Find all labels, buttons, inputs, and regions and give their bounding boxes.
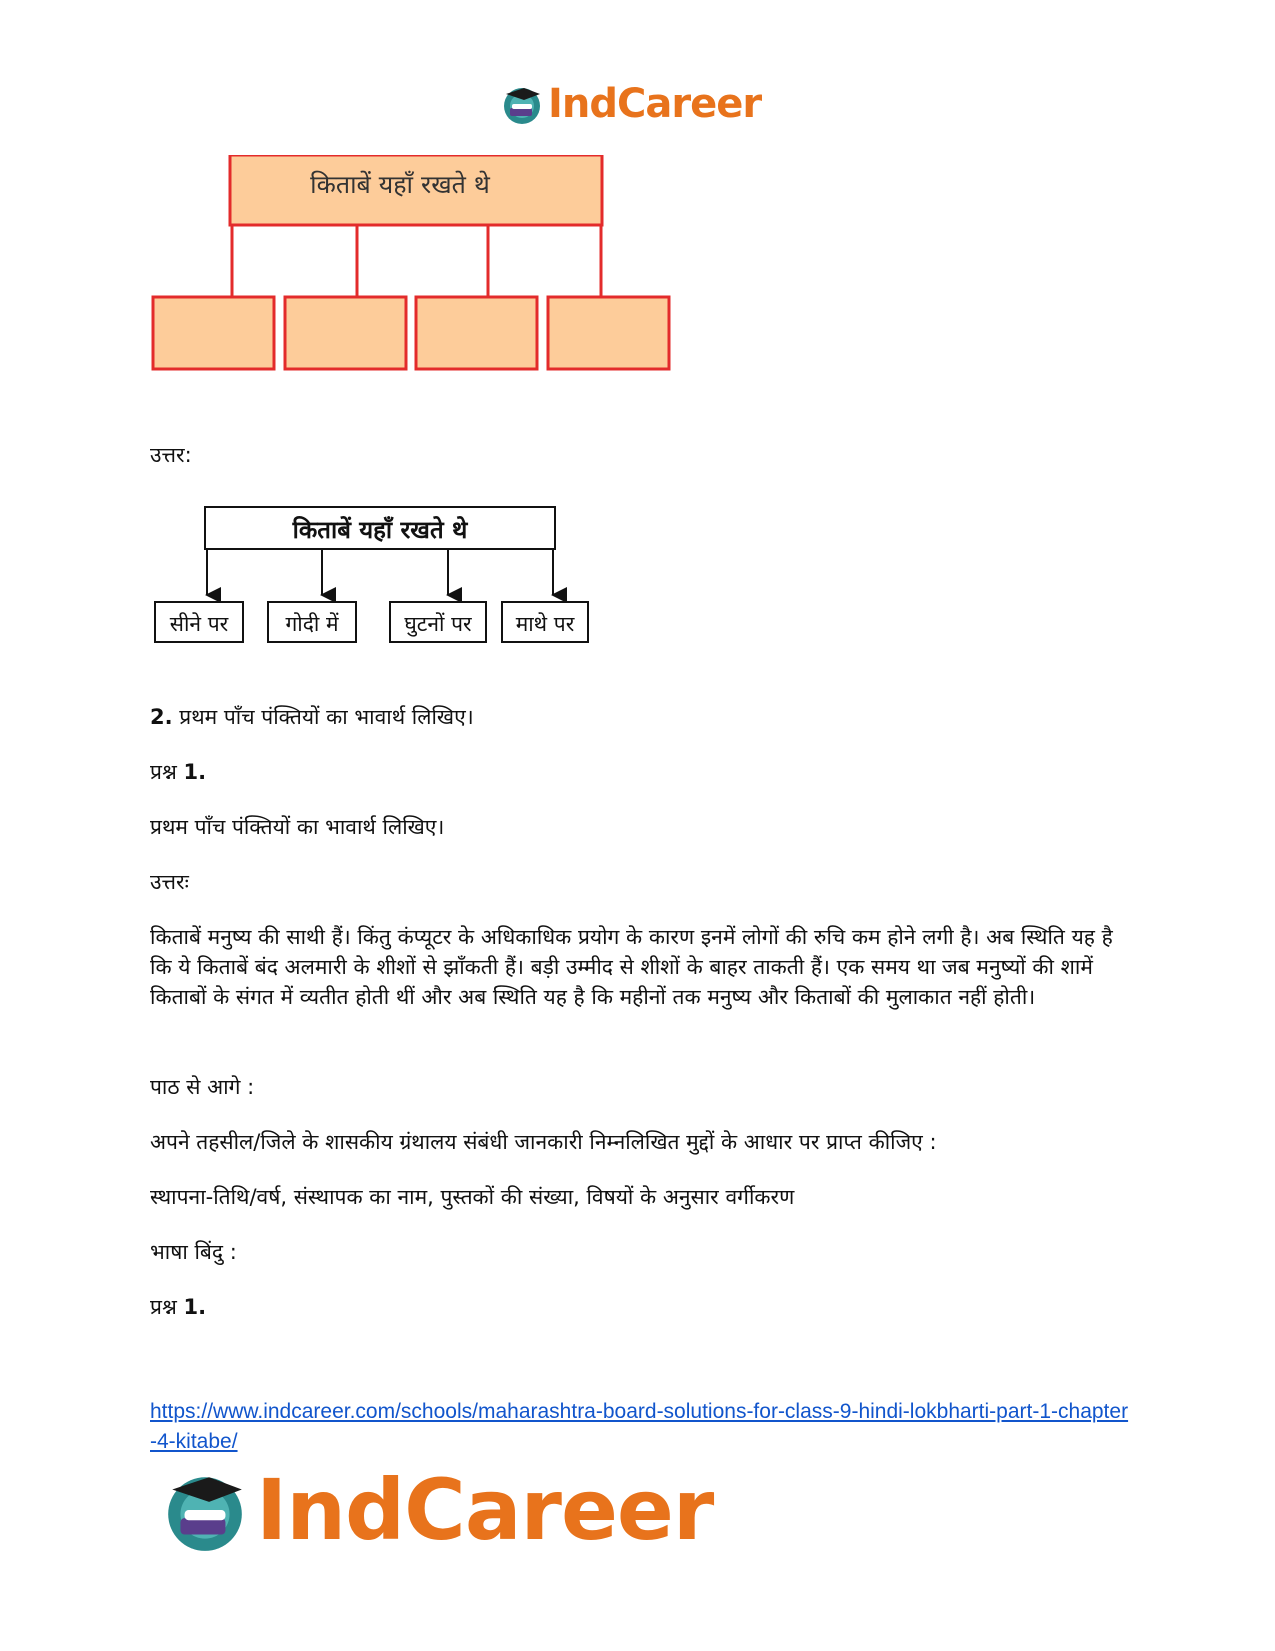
prashna-label: प्रश्न	[150, 760, 177, 784]
logo-text: IndCareer	[548, 81, 762, 127]
diagram-leaf-box	[548, 297, 669, 369]
prashna-heading-2	[150, 1292, 1130, 1322]
source-url-link[interactable]: https://www.indcareer.com/schools/maharashtra-board-solutions-for-class-9-hindi-lokbharti-part-1-chapter-4-kitabe/	[150, 1400, 1129, 1453]
answer-leaf-label: माथे पर	[515, 612, 575, 636]
diagram-root-label: किताबें यहाँ रखते थे	[310, 170, 490, 199]
logo-text: IndCareer	[256, 1461, 714, 1559]
diagram-leaf-box	[416, 297, 537, 369]
tehsil-instruction: अपने तहसील/जिले के शासकीय ग्रंथालय संबंधी जानकारी निम्नलिखित मुद्दों के आधार पर प्राप्त कीजिए :	[150, 1130, 937, 1154]
diagram-leaf-box	[153, 297, 274, 369]
answer-leaf-label: घुटनों पर	[404, 612, 472, 636]
answer-heading: उत्तरः	[150, 870, 189, 894]
question-number: 2.	[150, 705, 173, 729]
diagram-leaf-box	[285, 297, 406, 369]
graduation-cap-globe-icon	[500, 82, 544, 126]
prashna-number: 1.	[183, 760, 207, 784]
graduation-cap-globe-icon	[160, 1465, 250, 1555]
prashna-heading	[150, 757, 1130, 787]
question-diagram	[150, 155, 690, 375]
prashna-number: 1.	[183, 1295, 207, 1319]
question-2-text: प्रथम पाँच पंक्तियों का भावार्थ लिखिए।	[179, 705, 474, 729]
path-se-aage-heading: पाठ से आगे :	[150, 1075, 255, 1099]
answer-root-label: किताबें यहाँ रखते थे	[292, 516, 468, 544]
question-text: प्रथम पाँच पंक्तियों का भावार्थ लिखिए।	[150, 815, 445, 839]
answer-leaf-label: सीने पर	[169, 612, 229, 636]
answer-label: उत्तर:	[150, 443, 192, 467]
indcareer-logo-bottom[interactable]	[160, 1462, 713, 1558]
indcareer-logo-top[interactable]	[500, 80, 761, 128]
answer-leaf-label: गोदी में	[285, 612, 339, 636]
question-2-heading	[150, 702, 1130, 732]
answer-diagram	[150, 505, 610, 645]
prashna-label: प्रश्न	[150, 1295, 177, 1319]
bhasha-bindu-heading: भाषा बिंदु :	[150, 1240, 237, 1264]
answer-paragraph: किताबें मनुष्य की साथी हैं। किंतु कंप्यूटर के अधिकाधिक प्रयोग के कारण इनमें लोगों की रुचि कम होने लगी है। अब स्थिति यह है कि ये किताबें बंद अलमारी के शीशों से झाँकती हैं। बड़ी उम्मीद से शीशों के बाहर ताकती हैं। एक समय था जब मनुष्यों की शामें किताबों के संगत में व्यतीत होती थीं और अब स्थिति यह है कि महीनों तक मनुष्य और किताबों की मुलाकात नहीं होती।	[150, 925, 1113, 1009]
points-list: स्थापना-तिथि/वर्ष, संस्थापक का नाम, पुस्तकों की संख्या, विषयों के अनुसार वर्गीकरण	[150, 1185, 795, 1209]
